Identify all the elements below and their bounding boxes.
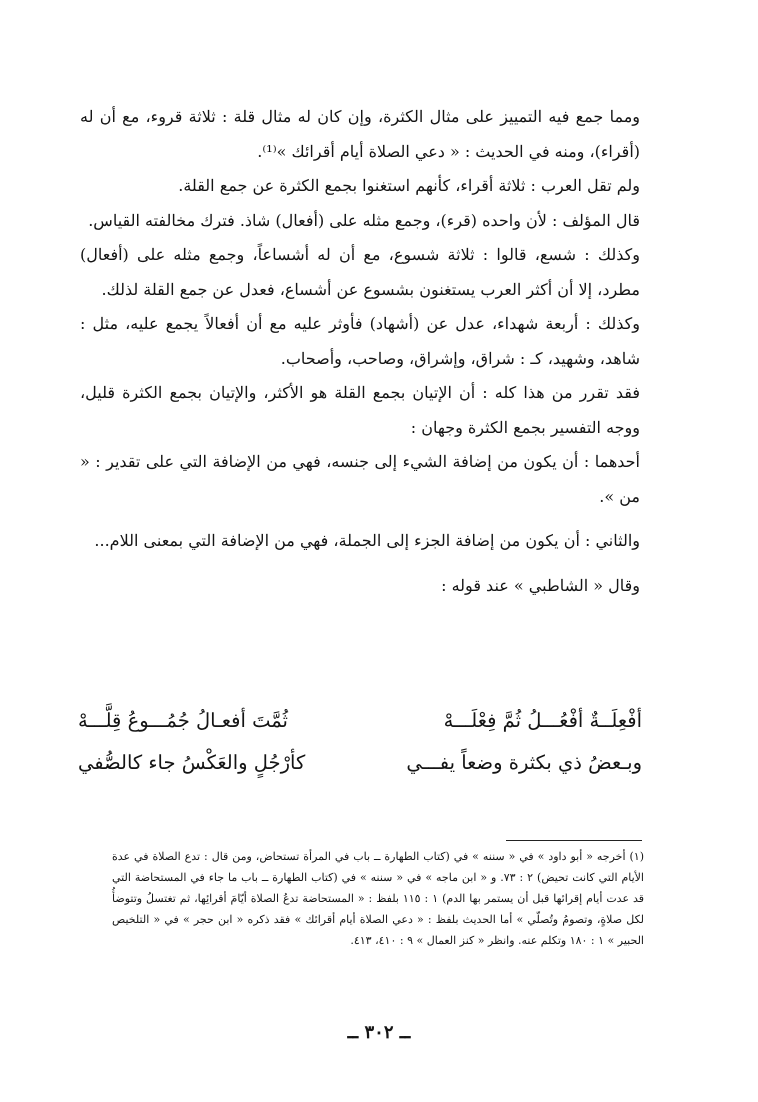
verse-1-second-hemistich: ثُمَّتَ أفعـالُ جُمُـــوعُ قِلَّـــهْ xyxy=(78,709,288,732)
paragraph-6: فقد تقرر من هذا كله : أن الإتيان بجمع القلة هو الأكثر، والإتيان بجمع الكثرة قليل، ووجه التفسير بجمع الكثرة وجهان : xyxy=(80,383,640,437)
verse-line-1 xyxy=(78,700,642,742)
paragraph-2: ولم تقل العرب : ثلاثة أقراء، كأنهم استغنوا بجمع الكثرة عن جمع القلة. xyxy=(178,176,640,195)
paragraph-5: وكذلك : أربعة شهداء، عدل عن (أشهاد) فأوثر عليه مع أن أفعالاً يجمع عليه، مثل : شاهد، وشهيد، كـ : شراق، وإشراق، وصاحب، وأصحاب. xyxy=(80,314,640,368)
main-text xyxy=(80,100,640,603)
paragraph-3: قال المؤلف : لأن واحده (قرء)، وجمع مثله على (أفعال) شاذ. فترك مخالفته القياس. xyxy=(88,210,640,230)
verse-intro: وقال « الشاطبي » عند قوله : xyxy=(441,575,640,595)
footnote: (١) أخرجه « أبو داود » في « سننه » في (كتاب الطهارة ــ باب في المرأة تستحاض، ومن قال : تدع الصلاة في عدة الأيام التي كانت تحيض) ٢ : ٧٣. و « ابن ماجه » في « سننه » في (كتاب الطهارة ــ باب ما جاء في المستحاضة التي قد عدت أيام إقرائها قبل أن يستمر بها الدم) ١ : ١١٥ بلفظ : « المستحاضة تدعُ الصلاة أيّامَ أقرائِها، ثم تغتسلُ وتتوضأُ لكل صلاةٍ، وتصومُ وتُصلّي » أما الحديث بلفظ : « دعي الصلاة أيام أقرائك » فقد ذكره « ابن حجر » في « التلخيص الحبير » ١ : ١٨٠ وتكلم عنه. وانظر « كنز العمال » ٩ : ٤١٠، ٤١٣. xyxy=(112,850,645,947)
paragraph-8: والثاني : أن يكون من إضافة الجزء إلى الجملة، فهي من الإضافة التي بمعنى اللام... xyxy=(94,531,640,550)
verse-1-first-hemistich: أفْعِلَــةٌ أفْعُـــلُ ثُمَّ فِعْلَـــهْ xyxy=(443,709,642,732)
verse-2-first-hemistich: وبـعضُ ذي بكثرة وضعاً يفـــي xyxy=(406,751,642,774)
paragraph-1: ومما جمع فيه التمييز على مثال الكثرة، وإن كان له مثال قلة : ثلاثة قروء، مع أن له (أقراء)، ومنه في الحديث : « دعي الصلاة أيام أقرائك »⁽¹⁾. xyxy=(80,107,640,161)
paragraph-4: وكذلك : شسع، قالوا : ثلاثة شسوع، مع أن له أشساعاً، وجمع مثله على (أفعال) مطرد، إلا أن أكثر العرب يستغنون بشسوع عن أشساع، فعدل عن جمع القلة لذلك. xyxy=(80,245,640,299)
verse-2-second-hemistich: كأرْجُلٍ والعَكْسُ جاء كالصُّفي xyxy=(78,751,306,774)
footnote-separator xyxy=(506,840,642,841)
page-number: ــ ٣٠٢ ــ xyxy=(347,1022,411,1043)
poem-verses xyxy=(78,700,642,784)
paragraph-7: أحدهما : أن يكون من إضافة الشيء إلى جنسه، فهي من الإضافة التي على تقدير : « من ». xyxy=(80,452,640,506)
verse-line-2 xyxy=(78,742,642,784)
